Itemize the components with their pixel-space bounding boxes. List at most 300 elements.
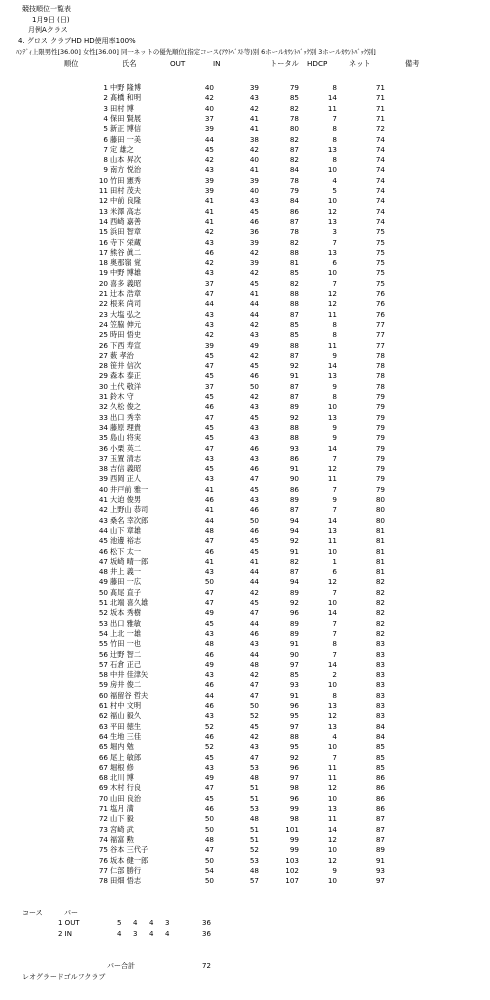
out-score: 41 [204,206,214,216]
player-name: 根来 尚司 [110,299,142,309]
rank: 68 [98,773,108,783]
player-name: 南方 悦治 [110,165,142,175]
hdcp: 8 [332,319,337,329]
total-score: 80 [289,124,299,134]
total-score: 86 [289,206,299,216]
in-score: 42 [249,350,259,360]
total-score: 98 [289,783,299,793]
result-row [0,598,490,608]
column-headers [0,59,490,69]
hdcp: 13 [327,804,337,813]
out-score: 40 [204,83,214,92]
rank: 59 [98,680,108,690]
player-name: 竹田 一也 [110,639,142,649]
in-score: 48 [249,659,259,669]
in-score: 47 [249,752,259,762]
net-score: 75 [375,237,385,247]
rank: 76 [98,855,108,865]
result-row [0,670,490,680]
hdcp: 14 [327,608,337,618]
result-row [0,722,490,732]
rank: 65 [98,742,108,752]
out-score: 42 [204,155,214,165]
out-score: 45 [204,371,214,381]
hdcp: 13 [327,412,337,422]
in-score: 42 [249,319,259,329]
net-score: 83 [375,649,385,659]
out-score: 41 [204,556,214,566]
net-score: 79 [375,453,385,463]
total-score: 90 [289,649,299,659]
out-score: 50 [204,855,214,865]
in-score: 46 [249,371,259,381]
total-score: 88 [289,433,299,443]
par-value: 4 [149,930,154,938]
player-name: 辻野 智二 [110,649,142,659]
par-value: 3 [165,919,170,927]
rank: 61 [98,701,108,710]
out-score: 43 [204,474,214,484]
rank: 78 [98,876,108,886]
hdcp: 8 [332,83,337,92]
out-score: 41 [204,196,214,206]
result-row [0,701,490,711]
result-row [0,825,490,835]
rank: 20 [98,278,108,288]
net-score: 81 [375,525,385,535]
rank: 16 [98,237,108,247]
player-name: 大迫 俊男 [110,495,142,504]
result-row [0,876,490,886]
player-name: 新正 博信 [110,124,142,134]
net-score: 82 [375,587,385,597]
net-score: 82 [375,598,385,607]
par-value: 4 [165,930,170,938]
hdcp: 2 [332,670,337,680]
result-row [0,361,490,371]
out-score: 43 [204,453,214,463]
in-score: 44 [249,649,259,659]
result-row [0,608,490,618]
hdcp: 4 [332,731,337,741]
net-score: 77 [375,319,385,329]
rank: 36 [98,443,108,453]
player-name: 寺下 栄蔵 [110,237,142,247]
result-row [0,371,490,381]
header-rank: 順位 [64,59,79,68]
course-name: 1 OUT [58,919,80,927]
hdcp: 8 [332,124,337,134]
net-score: 71 [375,103,385,113]
result-row [0,207,490,217]
total-score: 89 [289,402,299,412]
par-value: 4 [149,919,154,927]
total-score: 81 [289,258,299,268]
player-name: 福富 勲 [110,834,134,844]
result-row [0,763,490,773]
hdcp: 7 [332,113,337,123]
result-row [0,464,490,474]
total-score: 87 [289,567,299,577]
result-row [0,93,490,103]
total-score: 88 [289,422,299,432]
total-score: 84 [289,196,299,206]
total-score: 82 [289,237,299,247]
hdcp: 10 [327,680,337,690]
out-score: 50 [204,814,214,824]
net-score: 83 [375,690,385,700]
net-score: 71 [375,83,385,92]
out-score: 46 [204,402,214,412]
out-score: 50 [204,824,214,834]
in-score: 41 [249,124,259,134]
in-score: 41 [249,289,259,298]
in-score: 44 [249,618,259,628]
hdcp: 11 [327,474,337,484]
total-score: 89 [289,587,299,597]
hdcp: 14 [327,824,337,834]
player-name: 藤田 一美 [110,134,142,144]
net-score: 85 [375,762,385,772]
out-score: 45 [204,464,214,474]
hdcp: 6 [332,567,337,577]
net-score: 78 [375,371,385,381]
player-name: 平田 徳生 [110,721,142,731]
net-score: 84 [375,731,385,741]
total-score: 91 [289,546,299,556]
result-row [0,176,490,186]
net-score: 86 [375,804,385,813]
out-score: 45 [204,433,214,443]
result-row [0,856,490,866]
net-score: 74 [375,155,385,165]
rank: 17 [98,247,108,257]
player-name: 生地 三佳 [110,731,142,741]
player-name: 松下 太一 [110,546,142,556]
player-name: 薮 孝治 [110,350,134,360]
total-score: 97 [289,773,299,783]
in-score: 39 [249,237,259,247]
out-score: 47 [204,587,214,597]
result-row [0,402,490,412]
net-score: 76 [375,299,385,309]
net-score: 82 [375,577,385,587]
in-score: 48 [249,814,259,824]
player-name: 鈴木 守 [110,392,134,401]
player-name: 出口 雅敏 [110,618,142,628]
result-row [0,557,490,567]
net-score: 80 [375,515,385,525]
hdcp: 12 [327,206,337,216]
player-name: 山下 毅 [110,814,134,824]
total-score: 82 [289,155,299,165]
hdcp: 12 [327,289,337,298]
net-score: 79 [375,412,385,422]
net-score: 74 [375,206,385,216]
in-score: 41 [249,556,259,566]
rank: 38 [98,464,108,474]
rank: 67 [98,762,108,772]
total-score: 96 [289,608,299,618]
out-score: 44 [204,690,214,700]
result-row [0,866,490,876]
player-name: 辻本 浩章 [110,289,142,298]
out-score: 54 [204,865,214,875]
hdcp: 12 [327,783,337,793]
rank: 26 [98,340,108,350]
in-score: 48 [249,773,259,783]
in-score: 40 [249,186,259,195]
in-score: 43 [249,330,259,340]
out-score: 47 [204,845,214,855]
result-row [0,845,490,855]
par-value: 5 [117,919,122,927]
in-score: 43 [249,639,259,649]
rank: 22 [98,299,108,309]
net-score: 85 [375,742,385,752]
out-score: 41 [204,484,214,494]
result-row [0,423,490,433]
result-row [0,196,490,206]
result-row [0,341,490,351]
out-score: 43 [204,711,214,721]
player-name: 定 雄之 [110,144,134,154]
total-score: 85 [289,670,299,680]
out-score: 46 [204,649,214,659]
hdcp: 11 [327,773,337,783]
hdcp: 9 [332,381,337,391]
rank: 37 [98,453,108,463]
out-score: 44 [204,515,214,525]
result-row [0,732,490,742]
result-row [0,773,490,783]
out-score: 47 [204,443,214,453]
player-name: 喜多 義昭 [110,278,142,288]
net-score: 87 [375,834,385,844]
total-score: 97 [289,721,299,731]
result-row [0,835,490,845]
hdcp: 7 [332,505,337,515]
in-score: 46 [249,443,259,453]
out-score: 45 [204,618,214,628]
result-row [0,619,490,629]
in-score: 44 [249,577,259,587]
out-score: 43 [204,237,214,247]
total-score: 88 [289,340,299,350]
total-score: 84 [289,165,299,175]
format-line: 4. グロス クラブHD HD使用率100% [18,37,136,45]
rank: 41 [98,495,108,504]
out-score: 46 [204,701,214,710]
hdcp: 9 [332,865,337,875]
hdcp: 8 [332,392,337,401]
total-score: 96 [289,793,299,803]
rank: 48 [98,567,108,577]
total-score: 87 [289,505,299,515]
in-score: 46 [249,525,259,535]
total-score: 96 [289,701,299,710]
hdcp: 10 [327,165,337,175]
net-score: 93 [375,865,385,875]
hdcp: 10 [327,876,337,886]
in-score: 45 [249,412,259,422]
rank: 7 [103,144,108,154]
hdcp: 12 [327,299,337,309]
total-score: 86 [289,484,299,494]
total-score: 82 [289,134,299,144]
out-score: 43 [204,567,214,577]
out-score: 52 [204,742,214,752]
in-score: 49 [249,340,259,350]
rank: 1 [103,83,108,92]
in-score: 48 [249,865,259,875]
player-name: 井上 義一 [110,567,142,577]
rank: 54 [98,628,108,638]
net-score: 81 [375,546,385,556]
player-name: 小栗 英二 [110,443,142,453]
total-score: 79 [289,186,299,195]
event-date: 1月9日 (日) [32,16,70,24]
par-value: 3 [133,930,138,938]
in-score: 39 [249,258,259,268]
net-score: 76 [375,289,385,298]
in-score: 57 [249,876,259,886]
in-score: 43 [249,93,259,103]
out-score: 40 [204,103,214,113]
in-score: 43 [249,422,259,432]
player-name: 桑名 幸次郎 [110,515,149,525]
net-score: 74 [375,134,385,144]
in-score: 46 [249,464,259,474]
result-row [0,454,490,464]
in-score: 45 [249,278,259,288]
net-score: 79 [375,402,385,412]
net-score: 74 [375,196,385,206]
header-in: IN [213,59,221,68]
out-score: 39 [204,186,214,195]
net-score: 82 [375,618,385,628]
rank: 60 [98,690,108,700]
rank: 6 [103,134,108,144]
result-row [0,444,490,454]
out-score: 43 [204,309,214,319]
total-score: 92 [289,536,299,546]
rank: 13 [98,206,108,216]
total-score: 87 [289,144,299,154]
net-score: 74 [375,175,385,185]
hdcp: 9 [332,433,337,443]
total-score: 87 [289,381,299,391]
net-score: 86 [375,793,385,803]
out-score: 42 [204,227,214,237]
total-score: 92 [289,412,299,422]
in-score: 43 [249,196,259,206]
result-row [0,547,490,557]
result-row [0,289,490,299]
player-name: 下西 寿宣 [110,340,142,350]
club-name: レオグラードゴルフクラブ [22,973,106,981]
header-name: 氏名 [122,59,137,68]
out-score: 42 [204,330,214,340]
player-name: 笹井 信次 [110,361,142,371]
player-name: 北端 喜久雄 [110,598,149,607]
total-score: 92 [289,752,299,762]
in-score: 51 [249,793,259,803]
player-name: 中野 博雄 [110,268,142,278]
net-score: 83 [375,639,385,649]
in-score: 43 [249,495,259,504]
in-score: 53 [249,804,259,813]
total-score: 92 [289,598,299,607]
result-row [0,629,490,639]
net-score: 74 [375,165,385,175]
player-name: 村中 文明 [110,701,142,710]
out-score: 47 [204,289,214,298]
net-score: 86 [375,783,385,793]
hdcp: 7 [332,618,337,628]
net-score: 76 [375,309,385,319]
total-score: 103 [285,855,299,865]
hdcp: 10 [327,546,337,556]
rank: 30 [98,381,108,391]
in-score: 52 [249,711,259,721]
player-name: 森本 泰正 [110,371,142,381]
result-row [0,114,490,124]
par-total-label: パー合計 [107,962,135,970]
net-score: 84 [375,721,385,731]
out-score: 42 [204,93,214,103]
player-name: 米澤 高志 [110,206,142,216]
result-row [0,155,490,165]
result-row [0,742,490,752]
total-score: 89 [289,628,299,638]
net-score: 78 [375,381,385,391]
player-name: 尾上 敏郎 [110,752,142,762]
rank: 69 [98,783,108,793]
total-score: 95 [289,742,299,752]
result-row [0,217,490,227]
out-score: 50 [204,577,214,587]
player-name: 上北 一雄 [110,628,142,638]
course-total: 36 [202,919,211,927]
hdcp: 10 [327,196,337,206]
result-row [0,145,490,155]
player-name: 藤田 一広 [110,577,142,587]
rank: 4 [103,113,108,123]
rank: 44 [98,525,108,535]
net-score: 77 [375,330,385,340]
out-score: 43 [204,165,214,175]
net-score: 79 [375,443,385,453]
result-row [0,804,490,814]
hdcp: 11 [327,814,337,824]
in-score: 47 [249,474,259,484]
total-score: 91 [289,639,299,649]
in-score: 53 [249,762,259,772]
net-score: 75 [375,258,385,268]
hdcp: 9 [332,422,337,432]
total-score: 90 [289,474,299,484]
net-score: 75 [375,268,385,278]
hdcp: 8 [332,134,337,144]
result-row [0,650,490,660]
result-row [0,680,490,690]
out-score: 47 [204,361,214,371]
out-score: 49 [204,773,214,783]
player-name: 中井 佳津矢 [110,670,149,680]
in-score: 51 [249,834,259,844]
course-name: 2 IN [58,930,72,938]
